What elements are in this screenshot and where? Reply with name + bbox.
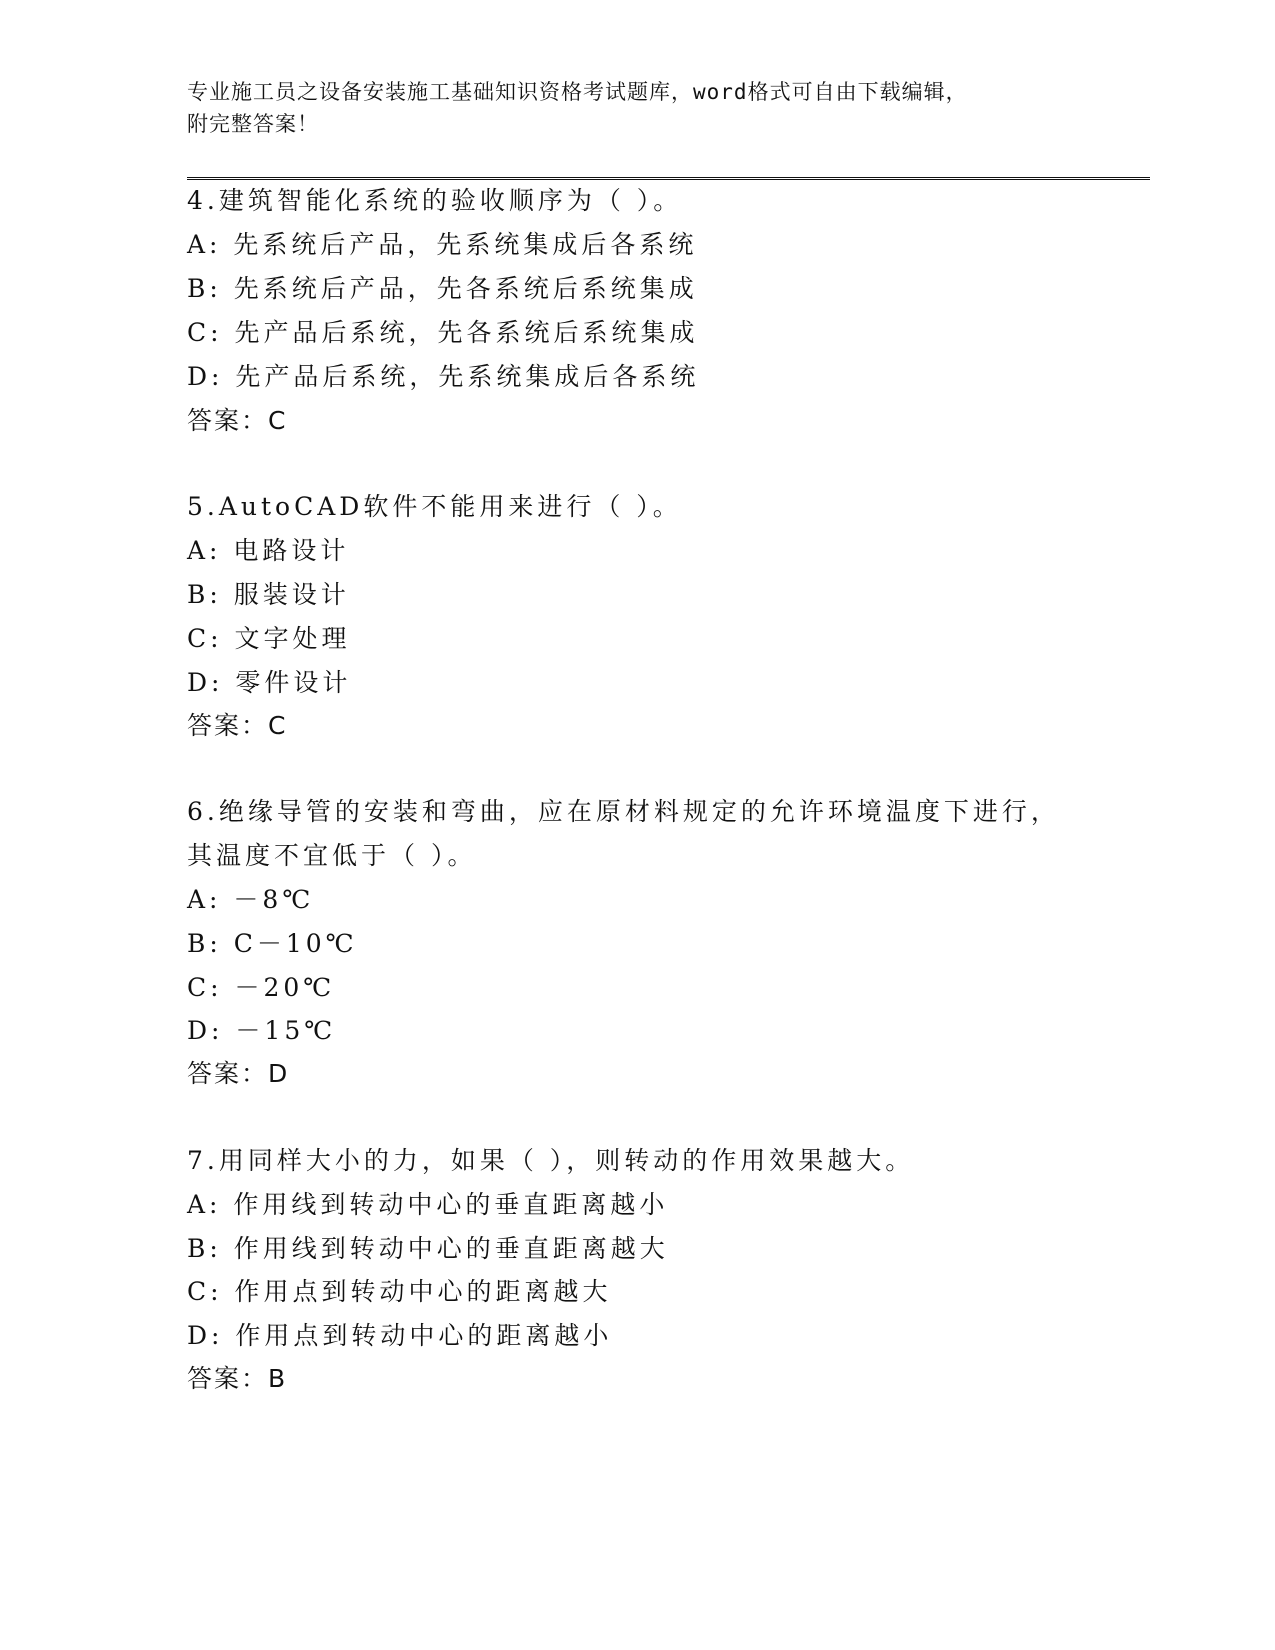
question-5-stem: 5.AutoCAD软件不能用来进行（ ）。 [187, 492, 682, 521]
question-4-answer: 答案：C [187, 406, 288, 435]
question-6-option-b: B: C－10℃ [187, 929, 358, 958]
question-7-option-a: A: 作用线到转动中心的垂直距离越小 [187, 1190, 669, 1219]
header-line-2: 附完整答案！ [187, 112, 319, 136]
question-4-option-a: A: 先系统后产品，先系统集成后各系统 [187, 230, 698, 259]
question-6-stem-line-2: 其温度不宜低于（ ）。 [187, 841, 477, 870]
question-5-option-c: C: 文字处理 [187, 624, 351, 653]
question-6-option-d: D: －15℃ [187, 1016, 337, 1045]
question-5-option-b: B: 服装设计 [187, 580, 350, 609]
question-6-option-a: A: －8℃ [187, 885, 315, 914]
question-4-stem: 4.建筑智能化系统的验收顺序为（ ）。 [187, 186, 683, 215]
question-5-option-d: D: 零件设计 [187, 668, 352, 697]
question-4-option-c: C: 先产品后系统，先各系统后系统集成 [187, 318, 699, 347]
question-7-stem: 7.用同样大小的力，如果（ ），则转动的作用效果越大。 [187, 1146, 915, 1175]
question-7-answer: 答案：B [187, 1364, 288, 1393]
header-line-1: 专业施工员之设备安装施工基础知识资格考试题库，word格式可自由下载编辑， [187, 80, 968, 104]
question-7-option-c: C: 作用点到转动中心的距离越大 [187, 1277, 612, 1306]
question-4-option-b: B: 先系统后产品，先各系统后系统集成 [187, 274, 698, 303]
question-5-option-a: A: 电路设计 [187, 536, 350, 565]
question-5-answer: 答案：C [187, 711, 288, 740]
question-7-option-b: B: 作用线到转动中心的垂直距离越大 [187, 1234, 669, 1263]
question-6-answer: 答案：D [187, 1059, 290, 1088]
question-7-option-d: D: 作用点到转动中心的距离越小 [187, 1321, 613, 1350]
question-4-option-d: D: 先产品后系统，先系统集成后各系统 [187, 362, 700, 391]
document-header [187, 76, 1067, 140]
question-6-stem-line-1: 6.绝缘导管的安装和弯曲，应在原材料规定的允许环境温度下进行， [187, 797, 1060, 826]
header-divider [187, 177, 1150, 180]
question-6-option-c: C: －20℃ [187, 973, 336, 1002]
